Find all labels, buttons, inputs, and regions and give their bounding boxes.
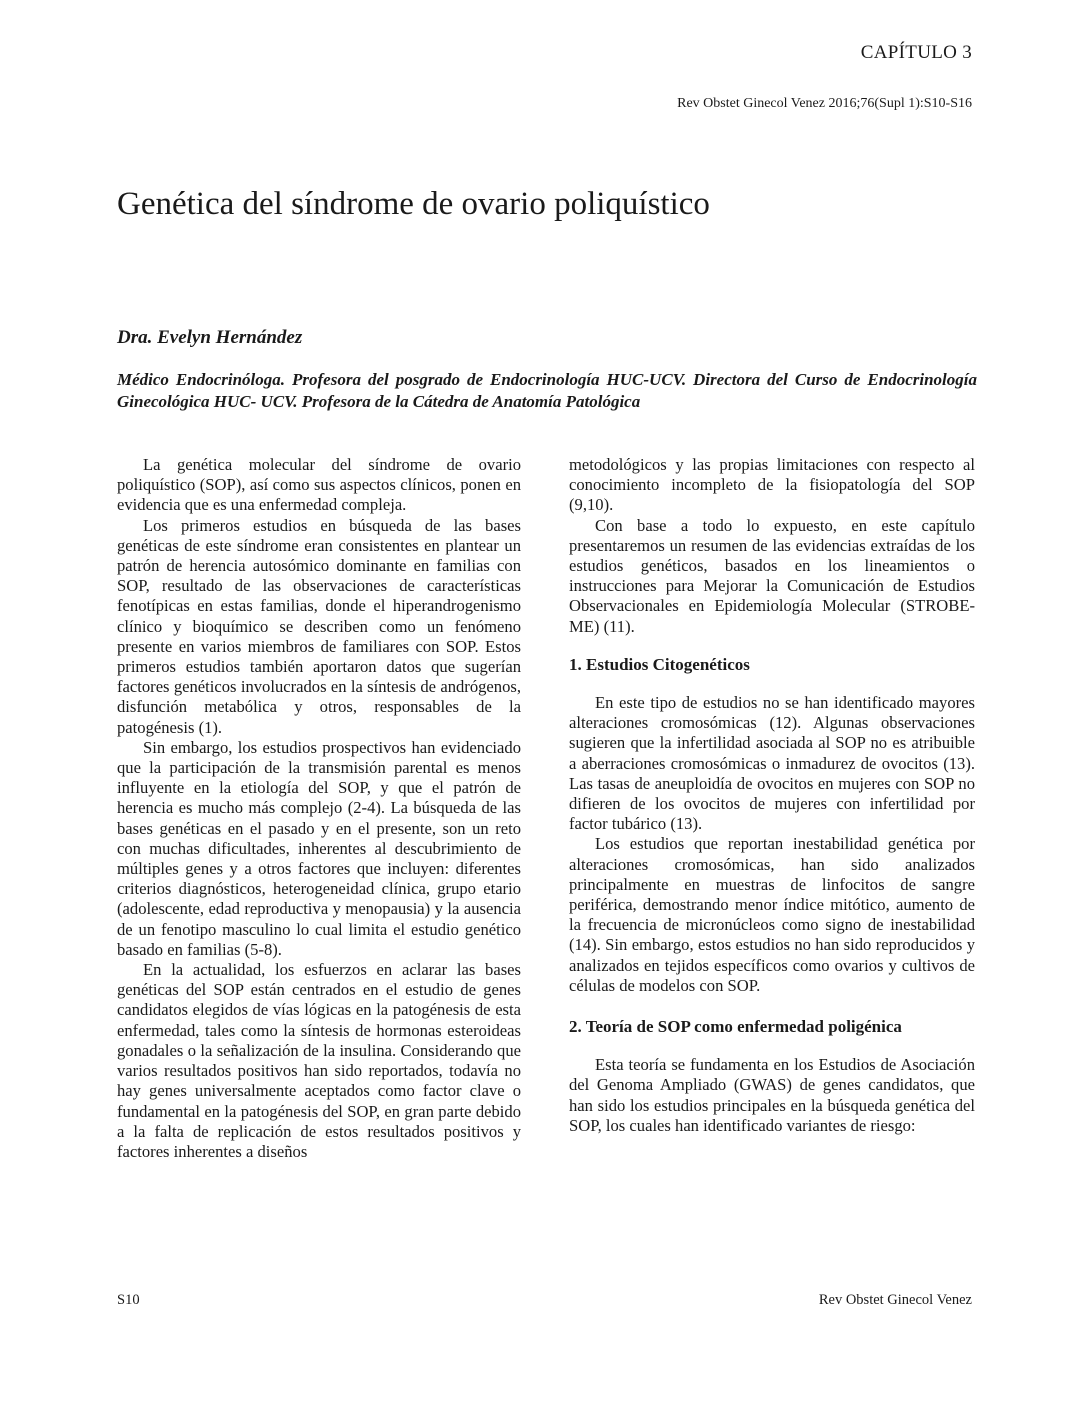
right-column	[569, 455, 975, 1136]
footer-journal-name: Rev Obstet Ginecol Venez	[818, 1292, 972, 1308]
paragraph: En la actualidad, los esfuerzos en aclarar las bases genéticas del SOP están centrados en el estudio de genes candidatos elegidos de vías lógicas en la patogénesis de esta enfermedad, tales como la síntesis de hormonas esteroideas gonadales o la señalización de la insulina. Considerando que varios resultados positivos han sido reportados, todavía no hay genes universalmente aceptados como factor clave o fundamental en la patogénesis del SOP, en gran parte debido a la falta de replicación de estos resultados positivos y factores inherentes a diseños	[117, 960, 521, 1161]
article-title: Genética del síndrome de ovario poliquístico	[117, 186, 710, 222]
paragraph: La genética molecular del síndrome de ovario poliquístico (SOP), así como sus aspectos clínicos, ponen en evidencia que es una enfermedad compleja.	[117, 455, 521, 515]
paragraph: En este tipo de estudios no se han identificado mayores alteraciones cromosómicas (12). Algunas observaciones sugieren que la infertilidad asociada al SOP no es atribuible a aberraciones cromosómicas o inmadurez de ovocitos (13). Las tasas de aneuploidía de ovocitos en mujeres con SOP no difieren de los ovocitos de mujeres con infertilidad por factor tubárico (13).	[569, 693, 975, 834]
paragraph: Esta teoría se fundamenta en los Estudios de Asociación del Genoma Ampliado (GWAS) de genes candidatos, que han sido los estudios principales en la búsqueda genética del SOP, los cuales han identificado variantes de riesgo:	[569, 1055, 975, 1135]
author-affiliation: Médico Endocrinóloga. Profesora del posgrado de Endocrinología HUC-UCV. Directora del Curso de Endocrinología Ginecológica HUC- UCV. Profesora de la Cátedra de Anatomía Patológica	[117, 370, 977, 411]
paragraph: Los estudios que reportan inestabilidad genética por alteraciones cromosómicas, han sido analizados principalmente en muestras de linfocitos de sangre periférica, demostrando menor índice mitótico, aumento de la frecuencia de micronúcleos como signo de inestabilidad (14). Sin embargo, estos estudios no han sido reproducidos y analizados en tejidos específicos como ovarios y cultivos de células de modelos con SOP.	[569, 834, 975, 995]
paragraph: Sin embargo, los estudios prospectivos han evidenciado que la participación de la transmisión parental es menos influyente en la etiología del SOP, y que el patrón de herencia es mucho más complejo (2-4). La búsqueda de las bases genéticas en el pasado y en el presente, son un reto con muchas dificultades, inherentes al descubrimiento de múltiples genes y a otros factores que incluyen: diferentes criterios diagnósticos, heterogeneidad clínica, grupo etario (adolescente, edad reproductiva y menopausia) y la ausencia de un fenotipo masculino lo cual limita el estudio genético basado en familias (5-8).	[117, 737, 521, 959]
section-heading-polygenic: 2. Teoría de SOP como enfermedad poligénica	[569, 1017, 902, 1037]
paragraph: Con base a todo lo expuesto, en este capítulo presentaremos un resumen de las evidencias extraídas de los estudios genéticos, basados en los lineamientos o instrucciones para Mejorar la Comunicación de Estudios Observacionales en Epidemiología Molecular (STROBE-ME) (11).	[569, 515, 975, 636]
journal-citation: Rev Obstet Ginecol Venez 2016;76(Supl 1):S10-S16	[677, 96, 972, 111]
paragraph: Los primeros estudios en búsqueda de las bases genéticas de este síndrome eran consistentes en plantear un patrón de herencia autosómico dominante en familias con SOP, resultado de las observaciones de características fenotípicas en estas familias, donde el hiperandrogenismo clínico y bioquímico se describen como un fenómeno presente en varios miembros de familiares con SOP. Estos primeros estudios también aportaron datos que sugerían factores genéticos involucrados en la síntesis de andrógenos, disfunción metabólica y otros, responsables de la patogénesis (1).	[117, 515, 521, 737]
chapter-label: CAPÍTULO 3	[860, 42, 972, 63]
left-column	[117, 455, 521, 1162]
page-number: S10	[117, 1292, 140, 1308]
author-name: Dra. Evelyn Hernández	[117, 327, 303, 348]
paragraph-continuation: metodológicos y las propias limitaciones con respecto al conocimiento incompleto de la fisiopatología del SOP (9,10).	[569, 455, 975, 515]
section-heading-cytogenetic: 1. Estudios Citogenéticos	[569, 654, 750, 674]
